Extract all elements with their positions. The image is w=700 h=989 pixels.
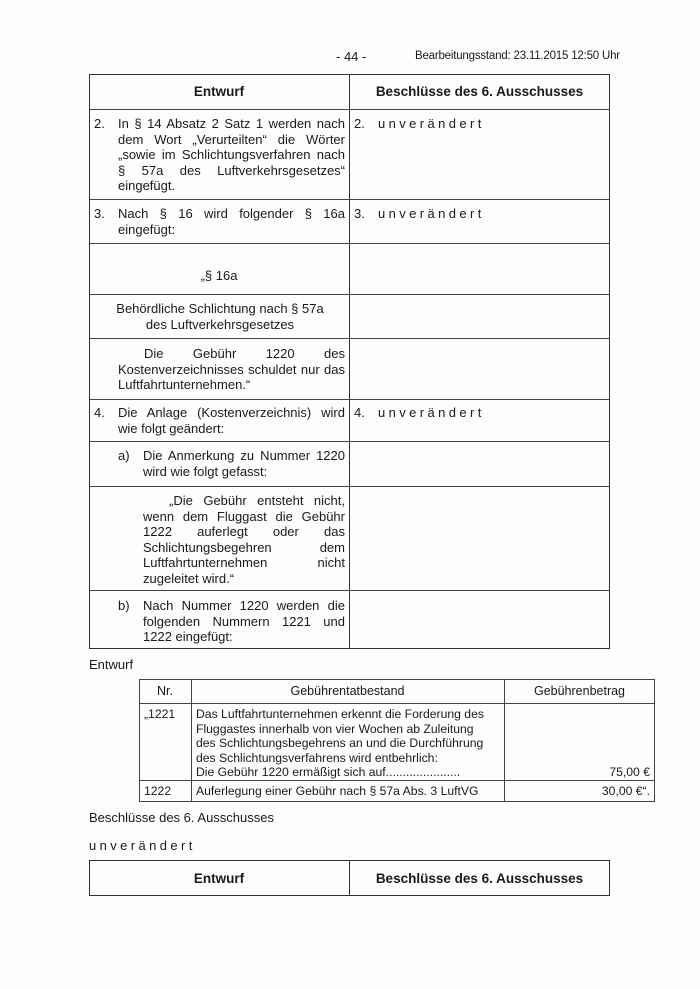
decision-text: unverändert	[378, 116, 485, 131]
fee-line: Die Gebühr 1220 ermäßigt sich auf......................	[196, 765, 461, 779]
decision-text: unverändert	[378, 206, 485, 221]
fee-line: Auferlegung einer Gebühr nach § 57a Abs. 3 LuftVG	[196, 784, 479, 798]
item-number: 3.	[354, 206, 365, 221]
row-divider	[89, 294, 610, 295]
fee-nr: „1221	[144, 707, 176, 721]
row-divider	[89, 109, 610, 110]
row-divider	[89, 199, 610, 200]
fee-line: des Schlichtungsverfahrens wird entbehrlich:	[196, 750, 438, 765]
header-beschluesse: Beschlüsse des 6. Ausschusses	[375, 84, 584, 99]
row-divider	[89, 486, 610, 487]
fee-amount: 75,00 €	[609, 765, 650, 779]
item-number: 3.	[94, 206, 105, 221]
quoted-annotation: „Die Gebühr entsteht nicht, wenn dem Fluggast die Gebühr 1222 auferlegt oder das Schlichtungsbegehren dem Luftfahrtunternehmen nicht zugeleitet wird.“	[143, 493, 345, 586]
beschluesse-label: Beschlüsse des 6. Ausschusses	[89, 810, 274, 825]
decision-text: unverändert	[89, 838, 196, 853]
row-divider	[89, 590, 610, 591]
section-title: „§ 16a	[200, 268, 238, 283]
column-divider	[349, 74, 350, 649]
fee-line: Das Luftfahrtunternehmen erkennt die Forderung des	[196, 707, 484, 721]
page-number: - 44 -	[336, 49, 367, 64]
decision-text: unverändert	[378, 405, 485, 420]
entwurf-label: Entwurf	[89, 657, 134, 672]
header-entwurf: Entwurf	[193, 84, 245, 99]
item-number: 4.	[354, 405, 365, 420]
row-divider	[89, 243, 610, 244]
header-entwurf: Entwurf	[193, 871, 245, 886]
fee-header-betrag: Gebührenbetrag	[533, 684, 626, 698]
row-divider	[89, 338, 610, 339]
fee-nr: 1222	[144, 784, 172, 798]
row-divider	[89, 441, 610, 442]
item-number: 2.	[94, 116, 105, 131]
row-divider	[89, 399, 610, 400]
fee-line: des Schlichtungsbegehrens an und die Durchführung	[196, 736, 484, 750]
sub-label: b)	[118, 598, 130, 613]
row-divider	[139, 780, 655, 781]
fee-line: Fluggastes innerhalb von vier Wochen ab Zuleitung	[196, 721, 474, 736]
item-text: Nach § 16 wird folgender § 16a eingefügt:	[118, 206, 345, 237]
fee-header-nr: Nr.	[157, 684, 173, 698]
section-body: Die Gebühr 1220 des Kostenverzeichnisses schuldet nur das Luftfahrtunternehmen.“	[118, 346, 345, 393]
fee-amount: 30,00 €“.	[601, 784, 650, 798]
sub-text: Nach Nummer 1220 werden die folgenden Nummern 1221 und 1222 eingefügt:	[143, 598, 345, 645]
edit-status: Bearbeitungsstand: 23.11.2015 12:50 Uhr	[415, 50, 620, 62]
item-text: Die Anlage (Kostenverzeichnis) wird wie folgt geändert:	[118, 405, 345, 436]
fee-header-tatbestand: Gebührentatbestand	[290, 684, 405, 698]
row-divider	[139, 703, 655, 704]
item-number: 4.	[94, 405, 105, 420]
section-heading: Behördliche Schlichtung nach § 57a des Luftverkehrsgesetzes	[116, 301, 324, 332]
item-number: 2.	[354, 116, 365, 131]
item-text: In § 14 Absatz 2 Satz 1 werden nach dem Wort „Verurteilten“ die Wörter „sowie im Schlichtungsverfahren nach § 57a des Luftverkehrsgesetzes“ eingefügt.	[118, 116, 345, 194]
header-beschluesse: Beschlüsse des 6. Ausschusses	[375, 871, 584, 886]
sub-label: a)	[118, 448, 130, 463]
sub-text: Die Anmerkung zu Nummer 1220 wird wie folgt gefasst:	[143, 448, 345, 479]
